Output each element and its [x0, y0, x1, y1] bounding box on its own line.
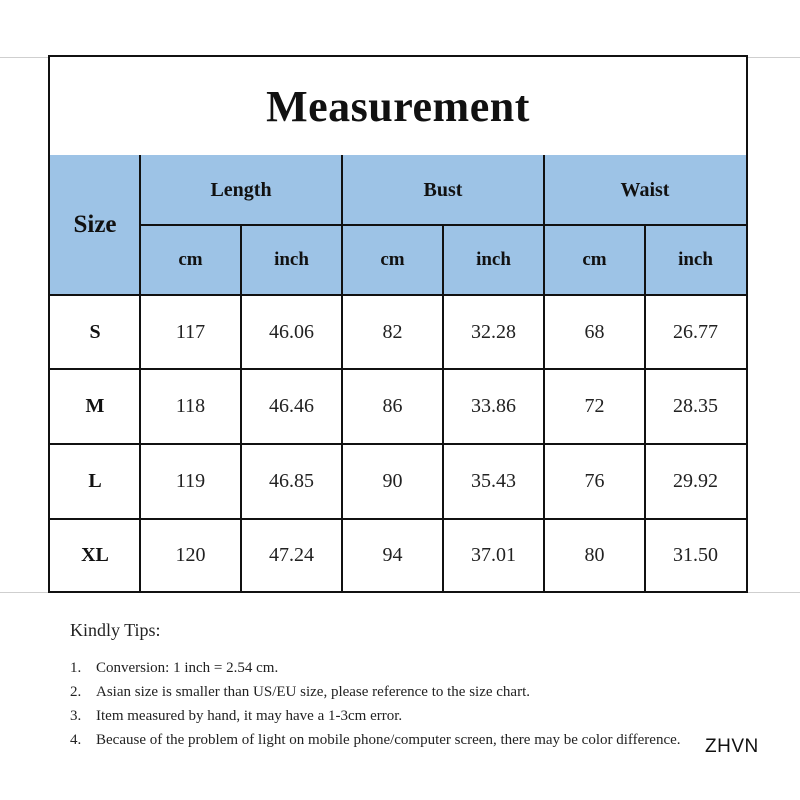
grid-line: [50, 294, 746, 296]
tip-number: 3.: [70, 708, 82, 724]
table-cell: 80: [584, 543, 605, 566]
table-cell: 46.85: [269, 470, 314, 492]
tip-text: Item measured by hand, it may have a 1-3cm error.: [96, 708, 403, 724]
list-item: [70, 657, 690, 679]
length-inch-header: inch: [241, 225, 342, 295]
size-label-l: L: [88, 470, 102, 492]
list-item: [70, 729, 690, 751]
waist-inch-header: inch: [645, 225, 746, 295]
table-cell: 82: [382, 320, 403, 343]
tip-number: 4.: [70, 732, 82, 748]
table-cell: 29.92: [673, 470, 718, 492]
table-cell: 118: [175, 395, 206, 417]
grid-line: [50, 518, 746, 520]
grid-line: [240, 225, 242, 591]
table-cell: 76: [584, 470, 605, 492]
bust-group-header: Bust: [342, 155, 544, 225]
table-cell: 119: [175, 470, 206, 492]
grid-line: [543, 155, 545, 591]
kindly-tips: [70, 620, 690, 753]
size-chart-table: [48, 55, 748, 593]
bust-cm-header: cm: [342, 225, 443, 295]
tip-number: 2.: [70, 684, 82, 700]
table-cell: 33.86: [471, 395, 516, 417]
table-cell: 46.46: [269, 395, 314, 417]
table-cell: 86: [382, 395, 403, 417]
tip-text: Because of the problem of light on mobile phone/computer screen, there may be color difference.: [96, 732, 681, 748]
size-label-s: S: [89, 320, 101, 343]
list-item: [70, 705, 690, 727]
table-cell: 72: [584, 395, 605, 417]
size-label-xl: XL: [81, 543, 109, 566]
waist-cm-header: cm: [544, 225, 645, 295]
table-cell: 32.28: [471, 320, 516, 343]
bust-inch-header: inch: [443, 225, 544, 295]
tips-title: Kindly Tips:: [70, 620, 161, 640]
table-cell: 90: [382, 470, 403, 492]
grid-line: [341, 155, 343, 591]
table-cell: 47.24: [269, 543, 314, 566]
waist-group-header: Waist: [544, 155, 746, 225]
grid-line: [644, 225, 646, 591]
grid-line: [50, 443, 746, 445]
length-cm-header: cm: [140, 225, 241, 295]
table-cell: 94: [382, 543, 403, 566]
table-cell: 117: [175, 320, 206, 343]
grid-line: [139, 155, 141, 591]
table-cell: 68: [584, 320, 605, 343]
tip-text: Conversion: 1 inch = 2.54 cm.: [96, 660, 279, 676]
tip-text: Asian size is smaller than US/EU size, please reference to the size chart.: [96, 684, 530, 700]
table-cell: 35.43: [471, 470, 516, 492]
table-cell: 28.35: [673, 395, 718, 417]
tips-list: [70, 657, 690, 751]
table-cell: 46.06: [269, 320, 314, 343]
table-cell: 31.50: [673, 543, 718, 566]
tip-number: 1.: [70, 660, 82, 676]
table-cell: 37.01: [471, 543, 516, 566]
grid-line: [442, 225, 444, 591]
list-item: [70, 681, 690, 703]
grid-line: [50, 368, 746, 370]
length-group-header: Length: [140, 155, 342, 225]
table-title: Measurement: [50, 57, 746, 157]
size-label-m: M: [85, 395, 105, 417]
size-column-header: Size: [50, 155, 140, 295]
table-cell: 26.77: [673, 320, 718, 343]
table-cell: 120: [175, 543, 206, 566]
brand-logo: ZHVN: [705, 736, 759, 757]
